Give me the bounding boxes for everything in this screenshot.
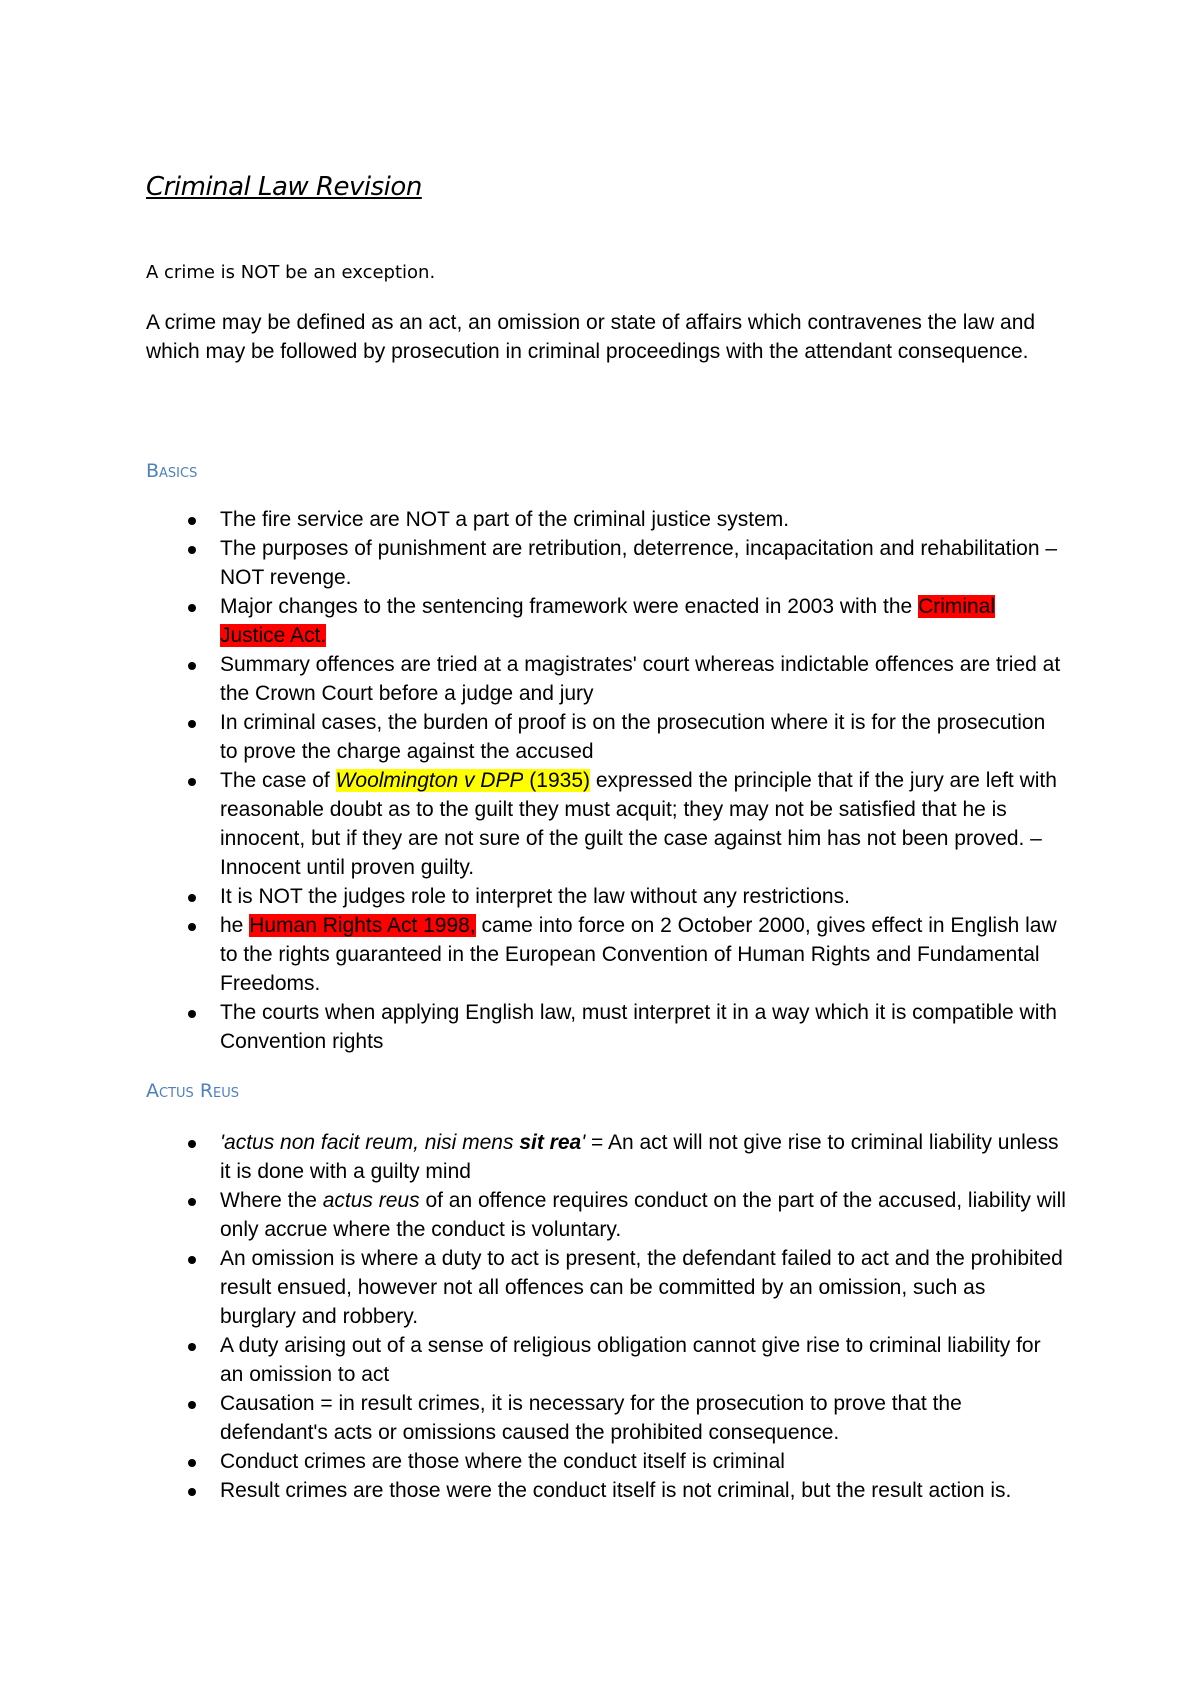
list-item — [146, 911, 1066, 998]
list-item — [146, 1244, 1066, 1331]
highlighted-case-name: Woolmington v DPP — [335, 769, 524, 792]
list-item-text: of an offence requires conduct on the part of the accused, liability will only accrue where the conduct is voluntary. — [220, 1189, 1066, 1241]
list-item — [146, 1128, 1066, 1186]
list-item-text: An omission is where a duty to act is present, the defendant failed to act and the prohibited result ensued, however not all offences can be committed by an omission, such as burglary and robbery. — [220, 1247, 1063, 1328]
list-item-text: Causation = in result crimes, it is necessary for the prosecution to prove that the defendant's acts or omissions caused the prohibited consequence. — [220, 1392, 962, 1444]
section-heading-actus-reus: Actus Reus — [146, 1080, 240, 1102]
list-item-text: Major changes to the sentencing framework were enacted in 2003 with the — [220, 595, 919, 618]
bullet-icon — [188, 778, 196, 786]
list-item — [146, 1331, 1066, 1389]
list-item-text: It is NOT the judges role to interpret the law without any restrictions. — [220, 885, 850, 908]
crime-definition: A crime may be defined as an act, an omission or state of affairs which contravenes the law and which may be followed by prosecution in criminal proceedings with the attendant consequence. — [146, 311, 1036, 363]
list-item-text: Result crimes are those were the conduct itself is not criminal, but the result action is. — [220, 1479, 1012, 1502]
list-item-text: came into force on 2 October 2000, gives effect in English law to the rights guaranteed in the European Convention of Human Rights and Fundamental Freedoms. — [220, 914, 1057, 995]
list-item — [146, 534, 1066, 592]
list-item-text: Conduct crimes are those where the conduct itself is criminal — [220, 1450, 785, 1473]
bullet-icon — [188, 517, 196, 525]
list-item-text: The courts when applying English law, must interpret it in a way which it is compatible with Convention rights — [220, 1001, 1057, 1053]
list-item — [146, 766, 1066, 882]
latin-maxim-emphasis: sit rea — [519, 1131, 582, 1154]
bullet-icon — [188, 1401, 196, 1409]
highlighted-case-year: (1935) — [523, 769, 591, 792]
bullet-icon — [188, 923, 196, 931]
bullet-icon — [188, 1256, 196, 1264]
list-item — [146, 1476, 1066, 1505]
list-item-text: Where the — [220, 1189, 323, 1212]
latin-maxim-close: ' — [581, 1131, 586, 1154]
list-item — [146, 505, 1066, 534]
bullet-icon — [188, 662, 196, 670]
actus-reus-list — [146, 1128, 1066, 1505]
intro-statement: A crime is NOT be an exception. — [146, 262, 436, 283]
bullet-icon — [188, 1010, 196, 1018]
list-item-text: The case of — [220, 769, 336, 792]
list-item — [146, 1389, 1066, 1447]
basics-list — [146, 505, 1066, 1056]
bullet-icon — [188, 894, 196, 902]
bullet-icon — [188, 1488, 196, 1496]
list-item-text: expressed the principle that if the jury are left with reasonable doubt as to the guilt they must acquit; they may not be satisfied that he is innocent, but if they are not sure of the guilt the case against him has not been proved. – Innocent until proven guilty. — [220, 769, 1057, 879]
list-item — [146, 998, 1066, 1056]
highlighted-statute: Human Rights Act 1998, — [249, 914, 476, 937]
bullet-icon — [188, 1459, 196, 1467]
section-heading-basics: Basics — [146, 460, 198, 482]
latin-maxim: 'actus non facit reum, nisi mens — [220, 1131, 520, 1154]
list-item-text: he — [220, 914, 250, 937]
bullet-icon — [188, 1198, 196, 1206]
list-item — [146, 592, 1066, 650]
list-item-text: = An act will not give rise to criminal liability unless it is done with a guilty mind — [220, 1131, 1059, 1183]
bullet-icon — [188, 604, 196, 612]
bullet-icon — [188, 1140, 196, 1148]
bullet-icon — [188, 546, 196, 554]
list-item — [146, 1186, 1066, 1244]
bullet-icon — [188, 1343, 196, 1351]
document-title: Criminal Law Revision — [146, 172, 422, 202]
list-item-text: The purposes of punishment are retribution, deterrence, incapacitation and rehabilitation – NOT revenge. — [220, 537, 1058, 589]
list-item-text: Summary offences are tried at a magistrates' court whereas indictable offences are tried at the Crown Court before a judge and jury — [220, 653, 1061, 705]
list-item-text: In criminal cases, the burden of proof is on the prosecution where it is for the prosecution to prove the charge against the accused — [220, 711, 1046, 763]
bullet-icon — [188, 720, 196, 728]
highlighted-statute: Criminal Justice Act. — [220, 595, 996, 647]
list-item-text: The fire service are NOT a part of the criminal justice system. — [220, 508, 790, 531]
italic-term: actus reus — [322, 1189, 420, 1212]
list-item — [146, 650, 1066, 708]
list-item — [146, 708, 1066, 766]
list-item — [146, 1447, 1066, 1476]
list-item — [146, 882, 1066, 911]
list-item-text: A duty arising out of a sense of religious obligation cannot give rise to criminal liability for an omission to act — [220, 1334, 1041, 1386]
